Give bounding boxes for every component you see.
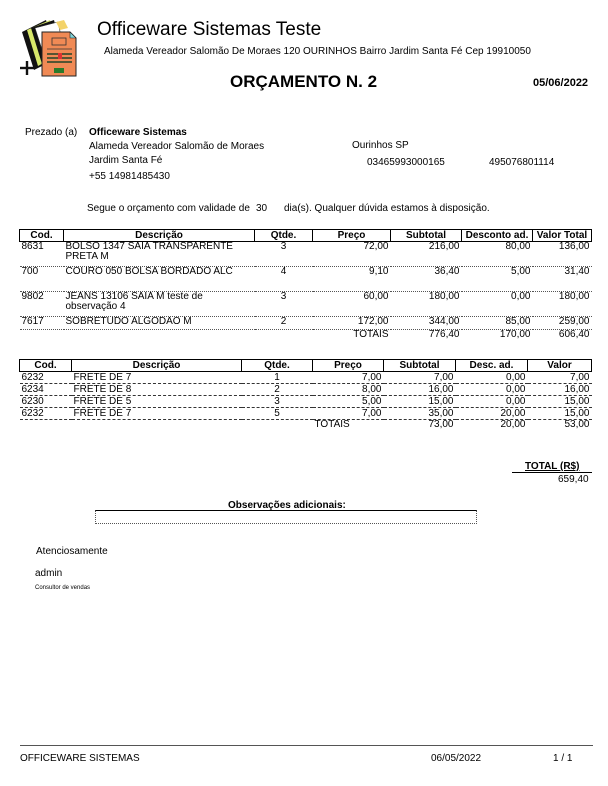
cell-subtotal: 16,00 (384, 384, 456, 396)
totals-discount: 170,00 (499, 329, 531, 340)
cell-discount: 5,00 (462, 267, 533, 292)
cell-subtotal: 216,00 (391, 242, 462, 267)
cell-subtotal: 35,00 (384, 408, 456, 420)
cell-subtotal: 344,00 (391, 317, 462, 330)
observations-box (95, 510, 477, 524)
footer-date: 06/05/2022 (431, 753, 482, 764)
col-header-subtotal: Subtotal (391, 230, 462, 242)
cell-price: 72,00 (313, 242, 391, 267)
freight-row (20, 372, 592, 384)
client-street: Alameda Vereador Salomão de Moraes (89, 141, 265, 152)
product-row (20, 267, 592, 292)
products-header-row (20, 230, 592, 242)
cell-discount: 85,00 (462, 317, 533, 330)
cell-description: FRETE DE 7 (72, 372, 242, 384)
client-cnpj: 03465993000165 (367, 157, 445, 168)
cell-total: 7,00 (528, 372, 592, 384)
freight-totals-row (20, 420, 592, 432)
cell-qty: 5 (242, 408, 313, 420)
totals-label: TOTAIS (314, 419, 350, 430)
cell-cod: 6234 (20, 384, 72, 396)
cell-price: 9,10 (313, 267, 391, 292)
cell-discount: 0,00 (456, 384, 528, 396)
product-row (20, 317, 592, 330)
col-header-cod: Cod. (20, 360, 72, 372)
cell-cod: 9802 (20, 292, 64, 317)
validity-text-prefix: Segue o orçamento com validade de (87, 203, 250, 214)
totals-subtotal: 73,00 (428, 419, 454, 430)
cell-subtotal: 7,00 (384, 372, 456, 384)
signer-name: admin (35, 568, 63, 579)
col-header-total: Valor Total (533, 230, 592, 242)
closing-regards: Atenciosamente (36, 546, 108, 557)
col-header-subtotal: Subtotal (384, 360, 456, 372)
cell-total: 259,00 (533, 317, 592, 330)
grand-total-divider (512, 472, 592, 473)
cell-discount: 20,00 (456, 408, 528, 420)
col-header-price: Preço (313, 230, 391, 242)
footer-page-number: 1 / 1 (553, 753, 573, 764)
cell-discount: 0,00 (462, 292, 533, 317)
cell-description: BOLSO 1347 SAIA TRANSPARENTE PRETA M (64, 242, 255, 267)
cell-cod: 6232 (20, 372, 72, 384)
footer-divider (20, 745, 593, 746)
totals-discount: 20,00 (500, 419, 526, 430)
cell-subtotal: 36,40 (391, 267, 462, 292)
cell-price: 172,00 (313, 317, 391, 330)
cell-description: FRETE DE 7 (72, 408, 242, 420)
observations-label: Observações adicionais: (228, 500, 346, 511)
client-state-registration: 495076801114 (489, 157, 555, 168)
client-phone: +55 14981485430 (89, 171, 170, 182)
freight-row (20, 384, 592, 396)
validity-text-suffix: dia(s). Qualquer dúvida estamos à disposição. (284, 203, 490, 214)
company-name: Officeware Sistemas Teste (97, 19, 322, 40)
client-name: Officeware Sistemas (89, 127, 187, 138)
cell-cod: 8631 (20, 242, 64, 267)
col-header-price: Preço (313, 360, 384, 372)
cell-total: 16,00 (528, 384, 592, 396)
freight-row (20, 396, 592, 408)
grand-total-label: TOTAL (R$) (525, 461, 580, 472)
col-header-description: Descrição (64, 230, 255, 242)
freight-header-row (20, 360, 592, 372)
client-city: Ourinhos SP (352, 140, 409, 151)
greeting-label: Prezado (a) (25, 127, 78, 138)
product-row (20, 242, 592, 267)
cell-price: 7,00 (313, 408, 384, 420)
products-totals-row (20, 330, 592, 342)
cell-cod: 7617 (20, 317, 64, 330)
totals-total: 53,00 (564, 419, 590, 430)
document-title: ORÇAMENTO N. 2 (230, 72, 378, 91)
cell-qty: 4 (255, 267, 313, 292)
signer-role: Consultor de vendas (35, 585, 91, 591)
cell-cod: 6232 (20, 408, 72, 420)
col-header-qty: Qtde. (255, 230, 313, 242)
product-row (20, 292, 592, 317)
cell-discount: 80,00 (462, 242, 533, 267)
col-header-description: Descrição (72, 360, 242, 372)
cell-cod: 6230 (20, 396, 72, 408)
cell-qty: 3 (242, 396, 313, 408)
client-district: Jardim Santa Fé (89, 155, 163, 166)
products-table (19, 229, 592, 341)
col-header-discount: Desconto ad. (462, 230, 533, 242)
col-header-cod: Cod. (20, 230, 64, 242)
cell-total: 31,40 (533, 267, 592, 292)
cell-description: FRETE DE 5 (72, 396, 242, 408)
cell-subtotal: 180,00 (391, 292, 462, 317)
cell-cod: 700 (20, 267, 64, 292)
cell-qty: 2 (255, 317, 313, 330)
cell-total: 136,00 (533, 242, 592, 267)
cell-discount: 0,00 (456, 372, 528, 384)
cell-qty: 2 (242, 384, 313, 396)
col-header-discount: Desc. ad. (456, 360, 528, 372)
cell-discount: 0,00 (456, 396, 528, 408)
cell-qty: 3 (255, 242, 313, 267)
cell-description: FRETE DE 8 (72, 384, 242, 396)
cell-qty: 1 (242, 372, 313, 384)
cell-subtotal: 15,00 (384, 396, 456, 408)
totals-total: 606,40 (558, 329, 590, 340)
cell-price: 5,00 (313, 396, 384, 408)
totals-label: TOTAIS (353, 329, 389, 340)
grand-total-value: 659,40 (558, 474, 589, 485)
col-header-qty: Qtde. (242, 360, 313, 372)
col-header-value: Valor (528, 360, 592, 372)
freight-row (20, 408, 592, 420)
new-document-icon (18, 18, 82, 78)
totals-subtotal: 776,40 (428, 329, 460, 340)
cell-total: 15,00 (528, 408, 592, 420)
cell-description: SOBRETUDO ALGODAO M (64, 317, 255, 330)
document-date: 05/06/2022 (533, 77, 589, 89)
company-address: Alameda Vereador Salomão De Moraes 120 OURINHOS Bairro Jardim Santa Fé Cep 19910050 (104, 46, 531, 57)
freight-table (19, 359, 592, 431)
cell-total: 15,00 (528, 396, 592, 408)
cell-total: 180,00 (533, 292, 592, 317)
cell-price: 8,00 (313, 384, 384, 396)
cell-price: 7,00 (313, 372, 384, 384)
cell-description: JEANS 13106 SAIA M teste de observação 4 (64, 292, 255, 317)
cell-description: COURO 050 BOLSA BORDADO ALC (64, 267, 255, 292)
footer-company: OFFICEWARE SISTEMAS (20, 753, 140, 764)
cell-qty: 3 (255, 292, 313, 317)
cell-price: 60,00 (313, 292, 391, 317)
validity-days: 30 (256, 203, 268, 214)
